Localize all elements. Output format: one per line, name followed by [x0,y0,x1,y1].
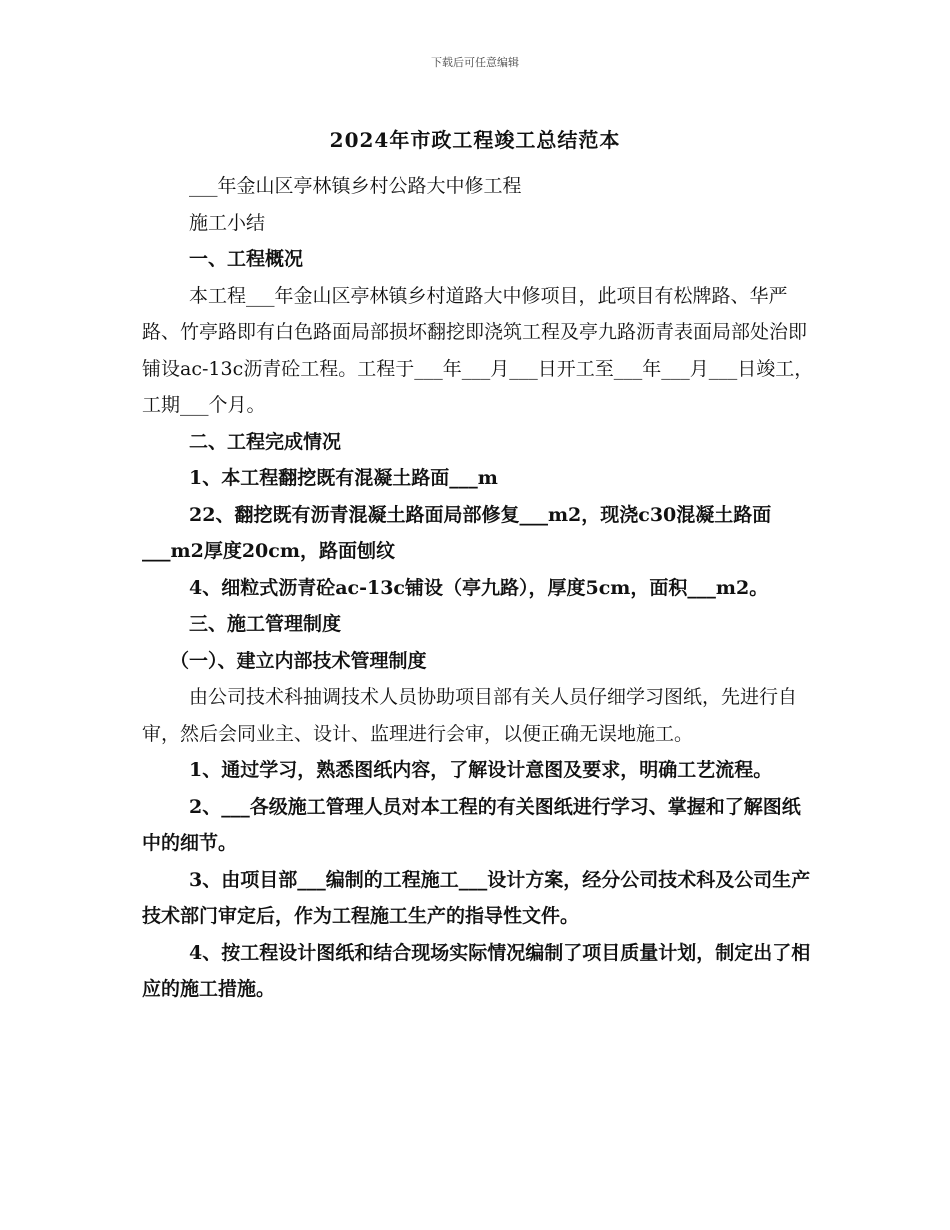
management-item-2: 2、___各级施工管理人员对本工程的有关图纸进行学习、掌握和了解图纸中的细节。 [142,795,801,854]
document-body [142,168,814,1008]
subsection-heading-tech: （一）、建立内部技术管理制度 [170,649,427,672]
document-title: 2024年市政工程竣工总结范本 [329,128,621,152]
paragraph-overview: 本工程___年金山区亭林镇乡村道路大中修项目，此项目有松牌路、华严路、竹亭路即有白色路面局部损坏翻挖即浇筑工程及亭九路沥青表面局部处治即铺设ac-13c沥青砼工程。工程于___年___月___日开工至___年___月___日竣工，工期___个月。 [142,284,814,416]
management-item-1: 1、通过学习，熟悉图纸内容，了解设计意图及要求，明确工艺流程。 [189,759,773,781]
management-item-3: 3、由项目部___编制的工程施工___设计方案，经分公司技术科及公司生产技术部门审定后，作为工程施工生产的指导性文件。 [142,868,811,927]
completion-item-2: 22、翻挖既有沥青混凝土路面局部修复___m2，现浇c30混凝土路面___m2厚度20cm，路面刨纹 [142,503,772,562]
section-heading-completion: 二、工程完成情况 [189,430,342,453]
subtitle: 施工小结 [189,211,266,234]
completion-item-4: 4、细粒式沥青砼ac-13c铺设（亭九路），厚度5cm，面积___m2。 [189,576,769,599]
completion-item-1: 1、本工程翻挖既有混凝土路面___m [189,467,498,489]
paragraph-tech: 由公司技术科抽调技术人员协助项目部有关人员仔细学习图纸，先进行自审，然后会同业主、设计、监理进行会审，以便正确无误地施工。 [142,686,798,745]
section-heading-management: 三、施工管理制度 [189,613,342,635]
management-item-4: 4、按工程设计图纸和结合现场实际情况编制了项目质量计划，制定出了相应的施工措施。 [142,941,811,1000]
header-note: 下载后可任意编辑 [431,56,519,69]
project-name: ___年金山区亭林镇乡村公路大中修工程 [189,175,522,197]
section-heading-overview: 一、工程概况 [189,248,304,270]
